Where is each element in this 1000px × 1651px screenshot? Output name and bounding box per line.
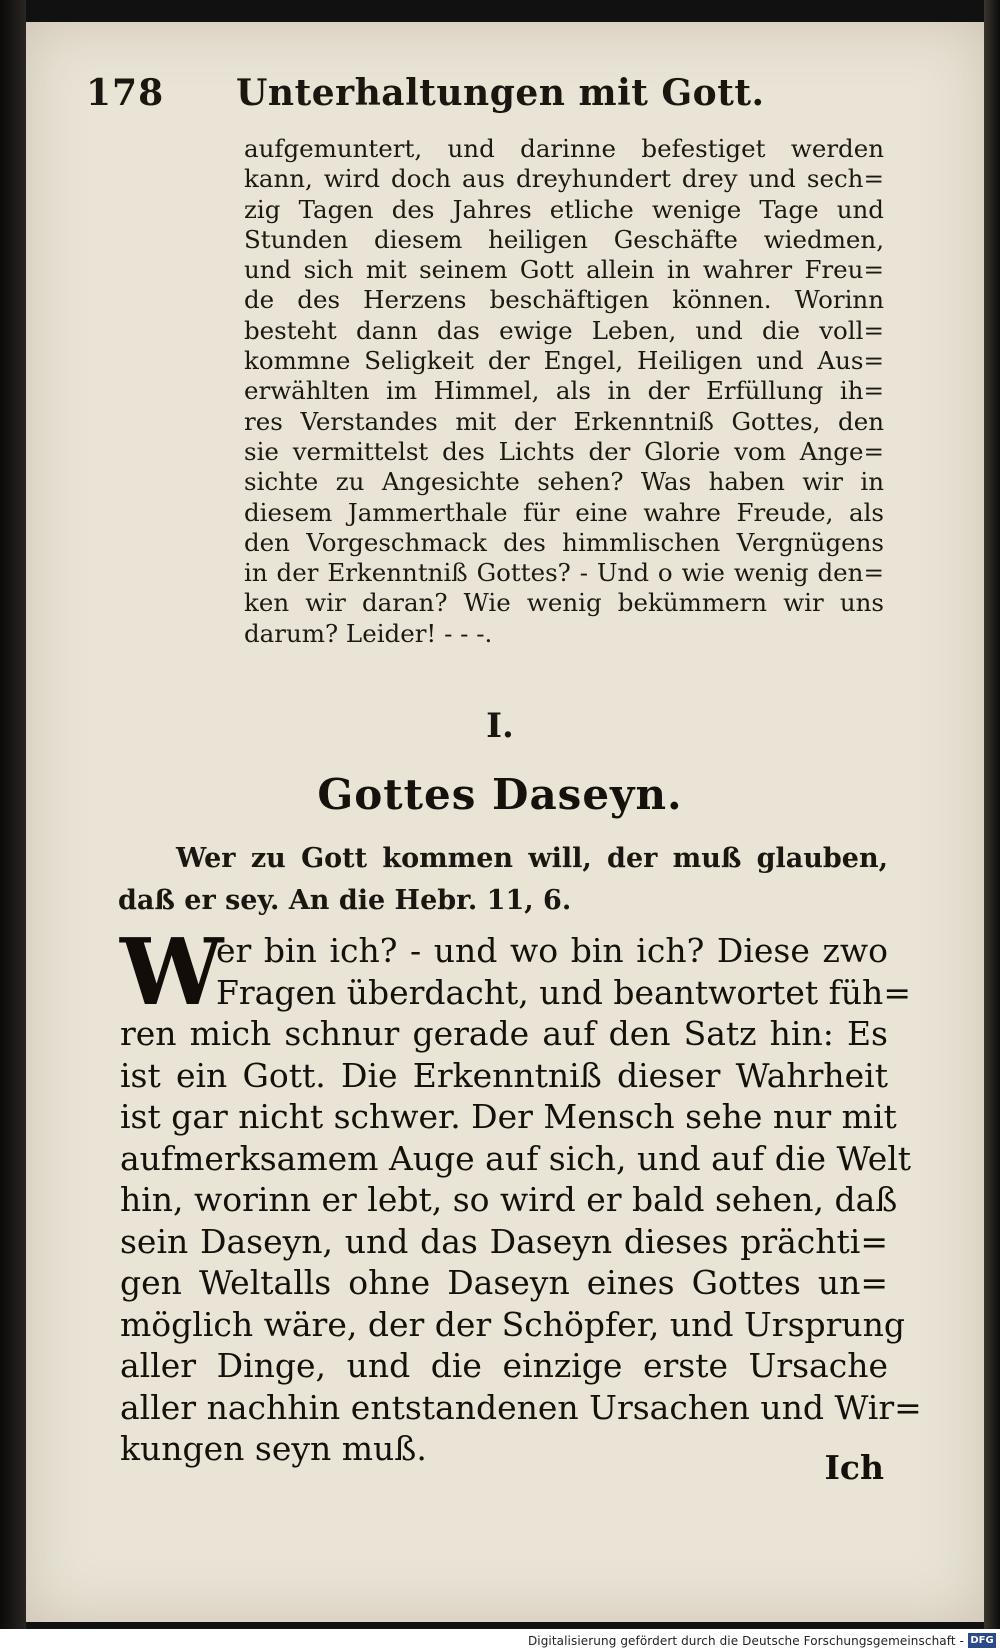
book-edge-left — [0, 0, 26, 1651]
page-header — [86, 72, 886, 122]
paragraph-continued — [244, 134, 884, 649]
text-line: kommne Seligkeit der Engel, Heiligen und Aus= — [244, 346, 884, 376]
running-title: Unterhaltungen mit Gott. — [236, 72, 765, 114]
text-line: diesem Jammerthale für eine wahre Freude, als — [244, 497, 884, 527]
page-number: 178 — [86, 72, 165, 114]
text-line: kungen seyn muß. — [120, 1429, 427, 1468]
section-title: Gottes Daseyn. — [317, 770, 683, 819]
text-line: darum? Leider! - - -. — [244, 618, 493, 648]
text-line: möglich wäre, der der Schöpfer, und Ursprung — [120, 1304, 906, 1344]
text-line: kann, wird doch aus dreyhundert drey und sech= — [244, 164, 884, 194]
text-line: ken wir daran? Wie wenig bekümmern wir uns — [244, 588, 884, 618]
text-line: de des Herzens beschäftigen können. Worinn — [244, 285, 884, 315]
text-line: res Verstandes mit der Erkenntniß Gottes, den — [244, 406, 884, 436]
text-line: hin, worinn er lebt, so wird er bald sehen, daß — [120, 1180, 898, 1219]
text-line: und sich mit seinem Gott allein in wahrer Freu= — [244, 255, 884, 285]
main-paragraph — [120, 918, 922, 1470]
text-line: besteht dann das ewige Leben, und die voll= — [244, 315, 884, 345]
funding-note: Digitalisierung gefördert durch die Deutsche Forschungsgemeinschaft - — [527, 1634, 964, 1648]
text-line: sie vermittelst des Lichts der Glorie vom Ange= — [244, 436, 884, 466]
text-line: ist ein Gott. Die Erkenntniß dieser Wahrheit — [120, 1055, 888, 1095]
text-line: erwählten im Himmel, als in der Erfüllung ih= — [244, 376, 884, 406]
text-line: Stunden diesem heiligen Geschäfte wiedmen, — [244, 224, 884, 254]
text-line: ist gar nicht schwer. Der Mensch sehe nur mit — [120, 1097, 897, 1136]
text-line: in der Erkenntniß Gottes? - Und o wie wenig den= — [244, 558, 884, 588]
motto-line: Wer zu Gott kommen will, der muß glauben, — [176, 843, 888, 874]
text-line: Fragen überdacht, und beantwortet füh= — [216, 972, 911, 1012]
text-line: aufmerksamem Auge auf sich, und auf die Welt — [120, 1138, 912, 1178]
text-line: er bin ich? - und wo bin ich? Diese zwo — [216, 931, 888, 970]
catchword: Ich — [824, 1448, 884, 1487]
text-line: zig Tagen des Jahres etliche wenige Tage und — [244, 194, 884, 224]
text-line: den Vorgeschmack des himmlischen Vergnügens — [244, 527, 884, 557]
text-line: sein Daseyn, und das Daseyn dieses prächti= — [120, 1221, 888, 1261]
footer-strip — [0, 1629, 1000, 1651]
motto-quote — [118, 838, 888, 922]
text-line: aufgemuntert, und darinne befestiget werden — [244, 134, 884, 163]
dfg-logo[interactable]: DFG — [968, 1633, 996, 1648]
motto-line: daß er sey. An die Hebr. 11, 6. — [118, 885, 572, 916]
drop-cap: W — [120, 918, 224, 1026]
text-line: aller nachhin entstandenen Ursachen und Wir= — [120, 1387, 922, 1427]
book-edge-right — [984, 0, 1000, 1651]
text-line: ren mich schnur gerade auf den Satz hin: Es — [120, 1014, 888, 1053]
text-line: aller Dinge, und die einzige erste Ursache — [120, 1346, 888, 1385]
section-number: I. — [486, 706, 514, 746]
text-line: sichte zu Angesichte sehen? Was haben wir in — [244, 467, 884, 497]
text-line: gen Weltalls ohne Daseyn eines Gottes un= — [120, 1263, 888, 1302]
